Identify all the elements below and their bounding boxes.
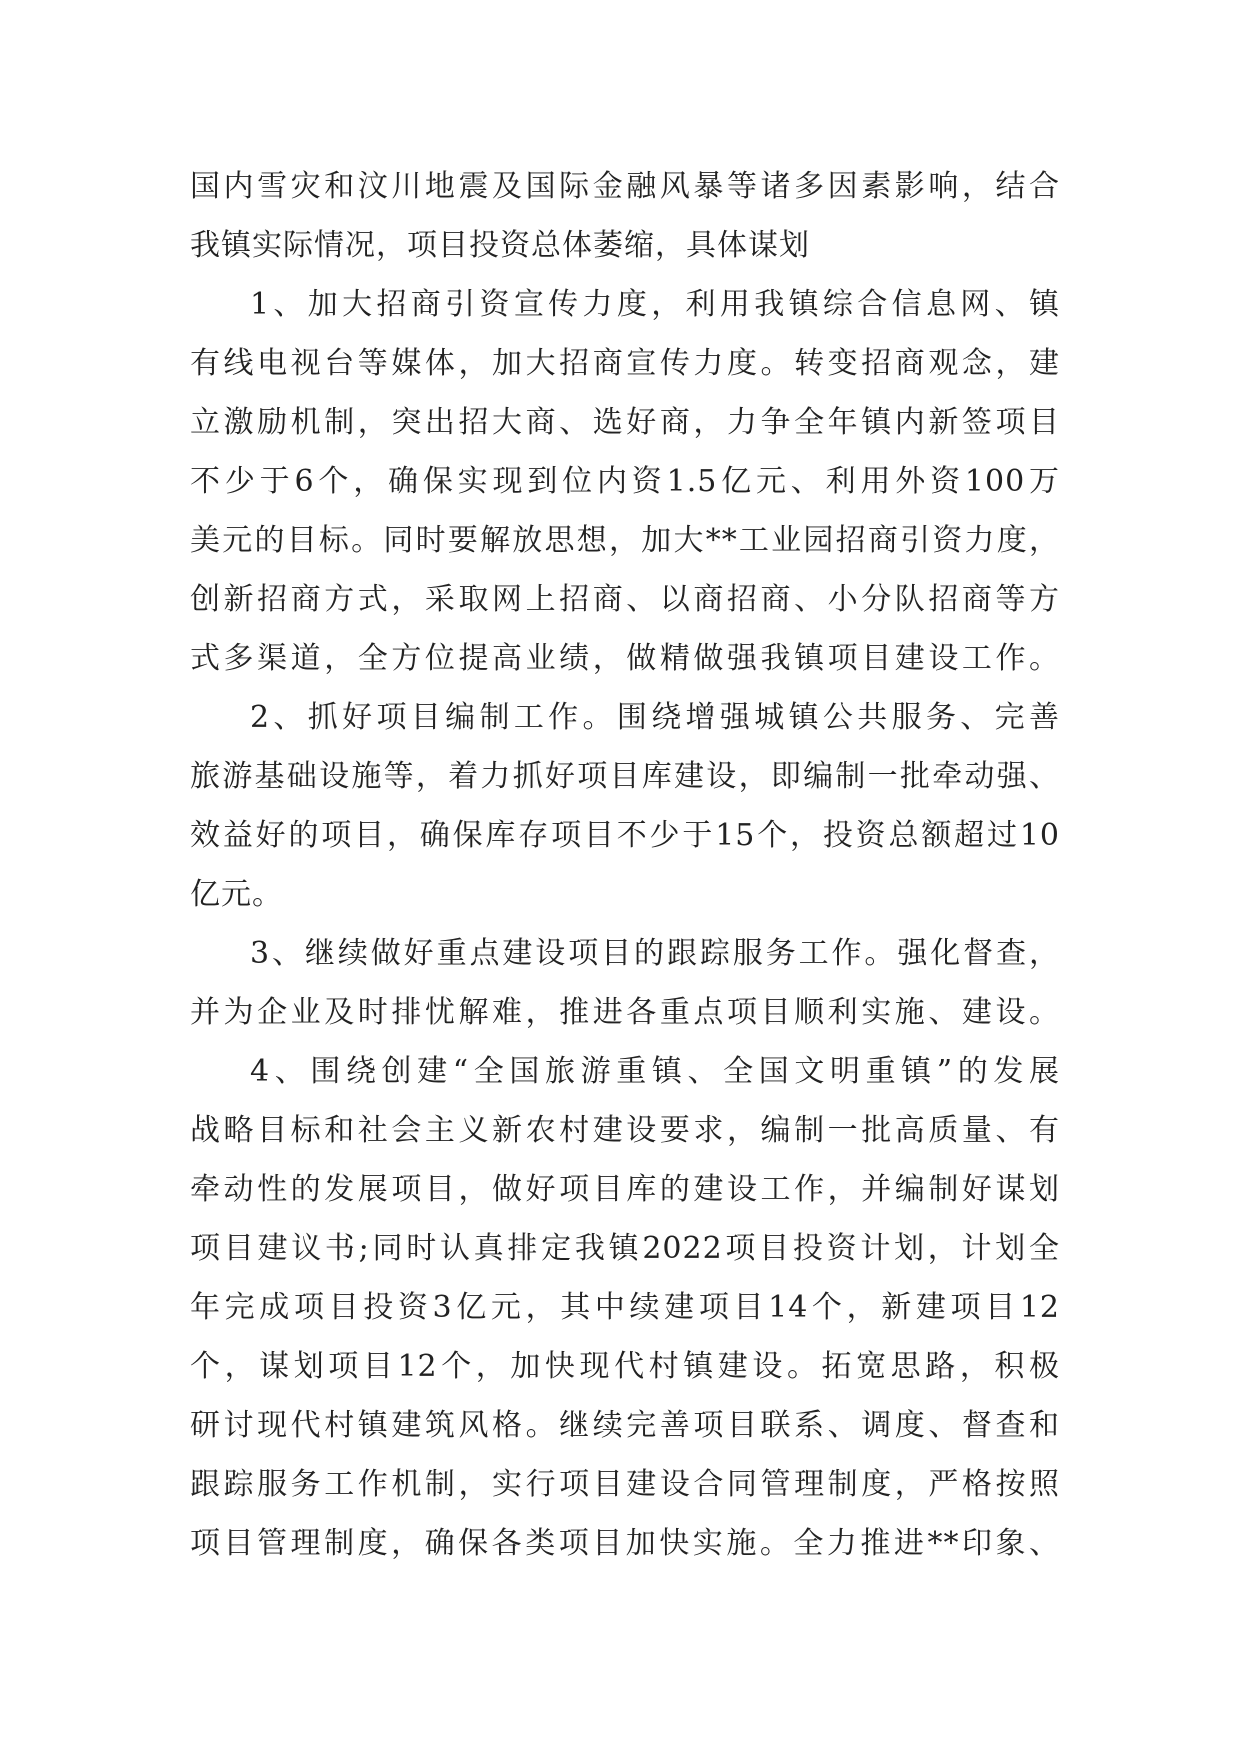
text-line: 效益好的项目，确保库存项目不少于15个，投资总额超过10 <box>190 818 1060 853</box>
text-line: 项目管理制度，确保各类项目加快实施。全力推进**印象、 <box>190 1526 1060 1561</box>
text-line: 式多渠道，全方位提高业绩，做精做强我镇项目建设工作。 <box>190 641 1060 676</box>
text-line: 立激励机制，突出招大商、选好商，力争全年镇内新签项目 <box>190 405 1060 440</box>
text-line: 美元的目标。同时要解放思想，加大**工业园招商引资力度， <box>190 523 1060 558</box>
text-line: 跟踪服务工作机制，实行项目建设合同管理制度，严格按照 <box>190 1467 1060 1502</box>
text-line: 战略目标和社会主义新农村建设要求，编制一批高质量、有 <box>190 1113 1060 1148</box>
text-line: 并为企业及时排忧解难，推进各重点项目顺利实施、建设。 <box>190 995 1060 1030</box>
paragraph-start-line: 4、围绕创建“全国旅游重镇、全国文明重镇”的发展 <box>250 1054 1060 1089</box>
text-line: 我镇实际情况，项目投资总体萎缩，具体谋划 <box>190 228 810 263</box>
paragraph-start-line: 3、继续做好重点建设项目的跟踪服务工作。强化督查， <box>250 936 1060 971</box>
paragraph-start-line: 1、加大招商引资宣传力度，利用我镇综合信息网、镇 <box>250 287 1060 322</box>
text-line: 亿元。 <box>190 877 283 912</box>
paragraph-start-line: 2、抓好项目编制工作。围绕增强城镇公共服务、完善 <box>250 700 1060 735</box>
text-line: 不少于6个，确保实现到位内资1.5亿元、利用外资100万 <box>190 464 1060 499</box>
text-line: 项目建议书;同时认真排定我镇2022项目投资计划，计划全 <box>190 1231 1060 1266</box>
text-line: 国内雪灾和汶川地震及国际金融风暴等诸多因素影响，结合 <box>190 169 1060 204</box>
text-line: 有线电视台等媒体，加大招商宣传力度。转变招商观念，建 <box>190 346 1060 381</box>
text-line: 旅游基础设施等，着力抓好项目库建设，即编制一批牵动强、 <box>190 759 1060 794</box>
text-line: 牵动性的发展项目，做好项目库的建设工作，并编制好谋划 <box>190 1172 1060 1207</box>
text-line: 年完成项目投资3亿元，其中续建项目14个，新建项目12 <box>190 1290 1060 1325</box>
text-line: 创新招商方式，采取网上招商、以商招商、小分队招商等方 <box>190 582 1060 617</box>
text-line: 研讨现代村镇建筑风格。继续完善项目联系、调度、督查和 <box>190 1408 1060 1443</box>
document-body <box>190 157 1060 1573</box>
text-line: 个，谋划项目12个，加快现代村镇建设。拓宽思路，积极 <box>190 1349 1060 1384</box>
